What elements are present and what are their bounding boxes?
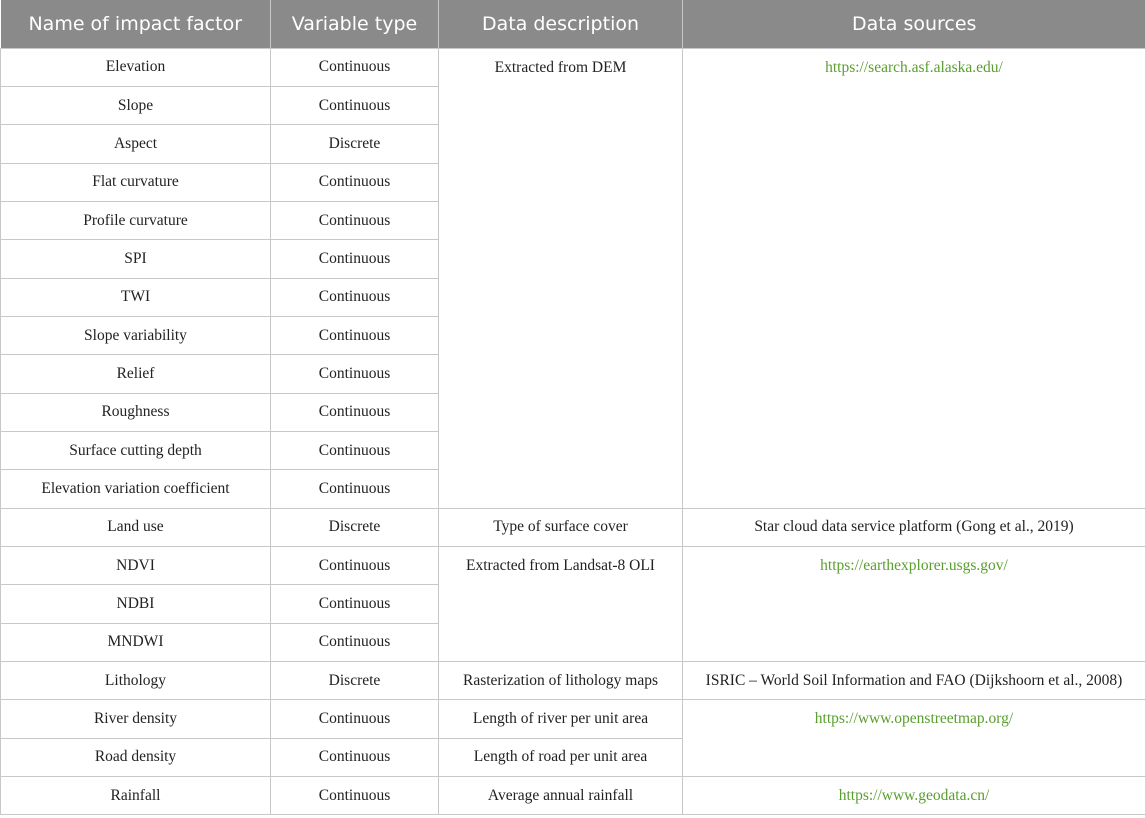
data-description: Rasterization of lithology maps bbox=[439, 662, 683, 700]
variable-type: Continuous bbox=[271, 278, 439, 316]
variable-type: Discrete bbox=[271, 508, 439, 546]
table-row bbox=[1, 508, 1145, 546]
variable-type: Continuous bbox=[271, 777, 439, 815]
table-row bbox=[1, 700, 1145, 738]
factor-name: Roughness bbox=[1, 393, 271, 431]
variable-type: Continuous bbox=[271, 201, 439, 239]
factor-name: Profile curvature bbox=[1, 201, 271, 239]
variable-type: Continuous bbox=[271, 546, 439, 584]
factor-name: NDVI bbox=[1, 546, 271, 584]
data-description: Extracted from DEM bbox=[439, 48, 683, 508]
variable-type: Continuous bbox=[271, 585, 439, 623]
variable-type: Continuous bbox=[271, 738, 439, 776]
factor-name: Elevation bbox=[1, 48, 271, 86]
source-link-geodata[interactable]: https://www.geodata.cn/ bbox=[838, 786, 990, 804]
source-link-earthexplorer[interactable]: https://earthexplorer.usgs.gov/ bbox=[820, 556, 1008, 574]
factor-name: Rainfall bbox=[1, 777, 271, 815]
table-row bbox=[1, 662, 1145, 700]
data-description: Length of road per unit area bbox=[439, 738, 683, 776]
factor-name: Aspect bbox=[1, 125, 271, 163]
data-description: Extracted from Landsat-8 OLI bbox=[439, 546, 683, 661]
factor-name: MNDWI bbox=[1, 623, 271, 661]
data-source: ISRIC – World Soil Information and FAO (Dijkshoorn et al., 2008) bbox=[683, 662, 1145, 700]
factor-name: Flat curvature bbox=[1, 163, 271, 201]
variable-type: Continuous bbox=[271, 431, 439, 469]
factor-name: Lithology bbox=[1, 662, 271, 700]
data-source bbox=[683, 546, 1145, 661]
data-source: Star cloud data service platform (Gong et al., 2019) bbox=[683, 508, 1145, 546]
header-name: Name of impact factor bbox=[1, 0, 271, 48]
source-link-asf[interactable]: https://search.asf.alaska.edu/ bbox=[825, 58, 1003, 76]
variable-type: Continuous bbox=[271, 316, 439, 354]
factor-name: River density bbox=[1, 700, 271, 738]
factor-name: TWI bbox=[1, 278, 271, 316]
factor-name: Relief bbox=[1, 355, 271, 393]
header-data-sources: Data sources bbox=[683, 0, 1145, 48]
factor-name: SPI bbox=[1, 240, 271, 278]
factor-name: Road density bbox=[1, 738, 271, 776]
variable-type: Continuous bbox=[271, 623, 439, 661]
variable-type: Continuous bbox=[271, 86, 439, 124]
variable-type: Continuous bbox=[271, 48, 439, 86]
factor-name: Land use bbox=[1, 508, 271, 546]
table-header bbox=[1, 0, 1145, 48]
data-description: Average annual rainfall bbox=[439, 777, 683, 815]
data-source bbox=[683, 777, 1145, 815]
factor-name: NDBI bbox=[1, 585, 271, 623]
table-row bbox=[1, 546, 1145, 584]
header-data-description: Data description bbox=[439, 0, 683, 48]
header-row bbox=[1, 0, 1145, 48]
data-source bbox=[683, 48, 1145, 508]
variable-type: Continuous bbox=[271, 700, 439, 738]
variable-type: Continuous bbox=[271, 163, 439, 201]
data-description: Type of surface cover bbox=[439, 508, 683, 546]
variable-type: Discrete bbox=[271, 662, 439, 700]
variable-type: Discrete bbox=[271, 125, 439, 163]
factor-name: Surface cutting depth bbox=[1, 431, 271, 469]
data-description: Length of river per unit area bbox=[439, 700, 683, 738]
variable-type: Continuous bbox=[271, 240, 439, 278]
table-row bbox=[1, 777, 1145, 815]
data-source bbox=[683, 700, 1145, 777]
factor-name: Elevation variation coefficient bbox=[1, 470, 271, 508]
variable-type: Continuous bbox=[271, 470, 439, 508]
table-body bbox=[1, 48, 1145, 815]
header-variable-type: Variable type bbox=[271, 0, 439, 48]
source-link-openstreetmap[interactable]: https://www.openstreetmap.org/ bbox=[814, 710, 1014, 728]
factor-name: Slope bbox=[1, 86, 271, 124]
table-row bbox=[1, 48, 1145, 86]
variable-type: Continuous bbox=[271, 393, 439, 431]
factor-name: Slope variability bbox=[1, 316, 271, 354]
variable-type: Continuous bbox=[271, 355, 439, 393]
